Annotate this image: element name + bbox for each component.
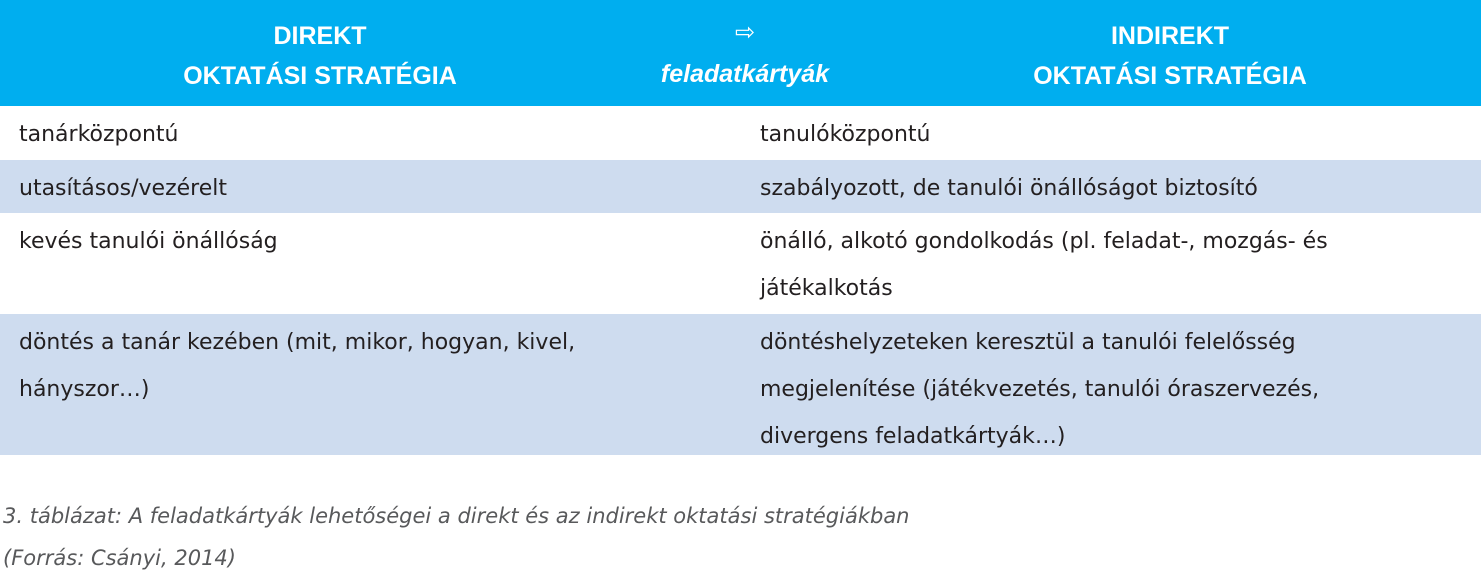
- cell-direct: [19, 111, 669, 158]
- header-transition: [600, 12, 890, 118]
- caption-source: (Forrás: Csányi, 2014): [3, 546, 236, 570]
- cell-indirect: [760, 319, 1460, 460]
- cell-direct: [19, 319, 669, 413]
- cell-text: tanulóközpontú: [760, 122, 931, 147]
- cell-indirect: [760, 165, 1460, 212]
- header-indirect-line1: INDIREKT: [1110, 22, 1230, 50]
- cell-text: önálló, alkotó gondolkodás (pl. feladat-, mozgás- és: [760, 229, 1328, 254]
- cell-text: utasításos/vezérelt: [19, 176, 228, 201]
- table-row: [0, 213, 1481, 314]
- cell-text: szabályozott, de tanulói önállóságot biztosító: [760, 176, 1258, 201]
- table-row: [0, 314, 1481, 455]
- header-indirect-line2: OKTATÁSI STRATÉGIA: [1033, 62, 1307, 90]
- right-arrow-icon: ⇨: [734, 19, 756, 46]
- cell-indirect: [760, 111, 1460, 158]
- cell-direct: [19, 218, 669, 265]
- cell-indirect: [760, 218, 1460, 312]
- table-caption: [3, 495, 910, 579]
- cell-text: játékalkotás: [760, 276, 893, 301]
- cell-text: tanárközpontú: [19, 122, 179, 147]
- caption-title: 3. táblázat: A feladatkártyák lehetőségei a direkt és az indirekt oktatási stratégiákban: [3, 504, 910, 528]
- header-direct-line1: DIREKT: [273, 22, 367, 50]
- table-row: [0, 106, 1481, 160]
- cell-text: döntéshelyzeteken keresztül a tanulói felelősség: [760, 330, 1296, 355]
- table-header: [0, 0, 1481, 106]
- header-task-cards-label: feladatkártyák: [660, 60, 830, 88]
- table-row: [0, 160, 1481, 213]
- cell-text: divergens feladatkártyák…): [760, 424, 1066, 449]
- cell-text: döntés a tanár kezében (mit, mikor, hogyan, kivel,: [19, 330, 576, 355]
- cell-direct: [19, 165, 669, 212]
- cell-text: kevés tanulói önállóság: [19, 229, 278, 254]
- cell-text: megjelenítése (játékvezetés, tanulói óraszervezés,: [760, 377, 1320, 402]
- cell-text: hányszor…): [19, 377, 150, 402]
- header-direct-line2: OKTATÁSI STRATÉGIA: [183, 62, 457, 90]
